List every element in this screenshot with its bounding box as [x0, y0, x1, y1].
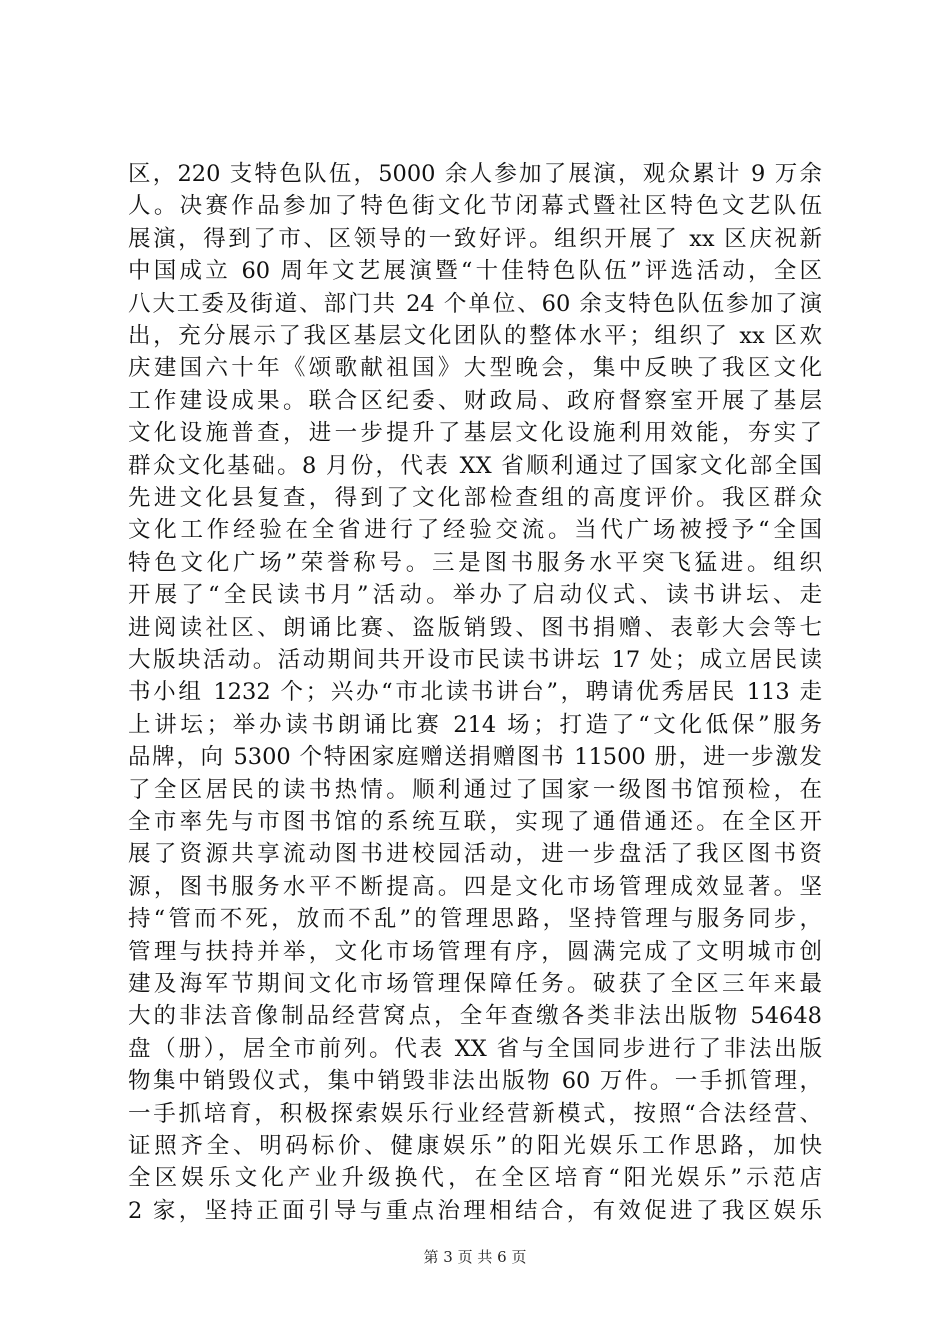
text-line: 一手抓培育，积极探索娱乐行业经营新模式，按照“合法经营、	[128, 1100, 822, 1127]
text-line: 全市率先与市图书馆的系统互联，实现了通借通还。在全区开	[128, 809, 822, 835]
text-line: 特色文化广场”荣誉称号。三是图书服务水平突飞猛进。组织	[128, 549, 822, 576]
text-line: 管理与扶持并举，文化市场管理有序，圆满完成了文明城市创	[128, 938, 822, 965]
text-line: 大版块活动。活动期间共开设市民读书讲坛 17 处；成立居民读	[128, 647, 822, 673]
text-line: 进阅读社区、朗诵比赛、盗版销毁、图书捐赠、表彰大会等七	[128, 614, 822, 641]
text-line: 了全区居民的读书热情。顺利通过了国家一级图书馆预检，在	[128, 776, 822, 803]
text-line: 全区娱乐文化产业升级换代，在全区培育“阳光娱乐”示范店	[128, 1165, 822, 1192]
text-line: 证照齐全、明码标价、健康娱乐”的阳光娱乐工作思路，加快	[128, 1133, 822, 1159]
text-line: 文化设施普查，进一步提升了基层文化设施利用效能，夯实了	[128, 420, 822, 447]
text-line: 源，图书服务水平不断提高。四是文化市场管理成效显著。坚	[128, 873, 822, 900]
text-line: 展了资源共享流动图书进校园活动，进一步盘活了我区图书资	[128, 841, 822, 868]
text-line: 品牌，向 5300 个特困家庭赠送捐赠图书 11500 册，进一步激发	[128, 744, 822, 771]
text-line: 开展了“全民读书月”活动。举办了启动仪式、读书讲坛、走	[128, 582, 822, 609]
text-line: 盘（册），居全市前列。代表 XX 省与全国同步进行了非法出版	[128, 1035, 822, 1062]
text-line: 区，220 支特色队伍，5000 余人参加了展演，观众累计 9 万余	[128, 161, 822, 187]
text-line: 书小组 1232 个；兴办“市北读书讲台”，聘请优秀居民 113 走	[128, 679, 822, 706]
text-line: 上讲坛；举办读书朗诵比赛 214 场；打造了“文化低保”服务	[128, 711, 822, 738]
text-line: 中国成立 60 周年文艺展演暨“十佳特色队伍”评选活动，全区	[128, 258, 822, 285]
text-line: 持“管而不死，放而不乱”的管理思路，坚持管理与服务同步，	[128, 906, 822, 933]
text-line: 出，充分展示了我区基层文化团队的整体水平；组织了 xx 区欢	[128, 323, 822, 349]
text-line: 建及海军节期间文化市场管理保障任务。破获了全区三年来最	[128, 971, 822, 997]
text-line: 文化工作经验在全省进行了经验交流。当代广场被授予“全国	[128, 517, 822, 544]
page-number-footer: 第 3 页 共 6 页	[423, 1248, 527, 1266]
text-line: 八大工委及街道、部门共 24 个单位、60 余支特色队伍参加了演	[128, 290, 822, 317]
text-line: 展演，得到了市、区领导的一致好评。组织开展了 xx 区庆祝新	[128, 225, 822, 252]
text-line: 人。决赛作品参加了特色街文化节闭幕式暨社区特色文艺队伍	[128, 193, 822, 220]
text-line: 先进文化县复查，得到了文化部检查组的高度评价。我区群众	[128, 485, 822, 511]
text-line: 工作建设成果。联合区纪委、财政局、政府督察室开展了基层	[128, 387, 822, 414]
text-line: 庆建国六十年《颂歌献祖国》大型晚会，集中反映了我区文化	[128, 355, 822, 382]
text-line: 2 家，坚持正面引导与重点治理相结合，有效促进了我区娱乐	[128, 1197, 822, 1224]
text-line: 大的非法音像制品经营窝点，全年查缴各类非法出版物 54648	[128, 1003, 822, 1030]
text-line: 群众文化基础。8 月份，代表 XX 省顺利通过了国家文化部全国	[128, 452, 822, 479]
text-line: 物集中销毁仪式，集中销毁非法出版物 60 万件。一手抓管理，	[128, 1068, 822, 1095]
